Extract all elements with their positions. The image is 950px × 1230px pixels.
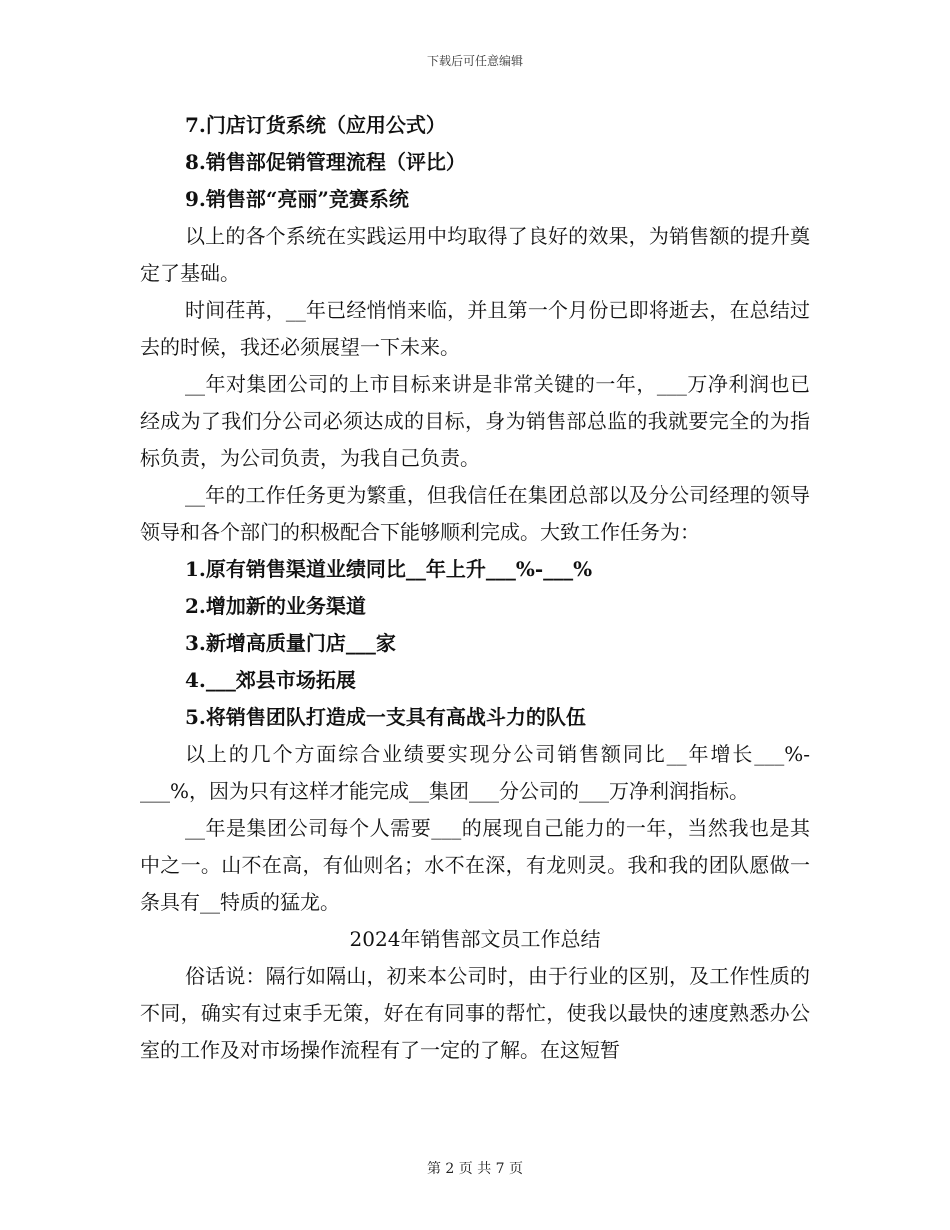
task-item-4: 4.___郊县市场拓展: [185, 668, 356, 692]
paragraph: __年对集团公司的上市目标来讲是非常关键的一年，___万净利润也已经成为了我们分公司必须达成的目标，身为销售部总监的我就要完全的为指标负责，为公司负责，为我自己负责。: [140, 372, 810, 470]
task-item-1: 1.原有销售渠道业绩同比__年上升___%-___%: [185, 557, 593, 581]
list-item-7: 7.门店订货系统（应用公式）: [185, 113, 446, 137]
section-title: 2024年销售部文员工作总结: [349, 927, 601, 951]
paragraph: __年是集团公司每个人需要___的展现自己能力的一年，当然我也是其中之一。山不在高，有仙则名；水不在深，有龙则灵。我和我的团队愿做一条具有__特质的猛龙。: [140, 816, 810, 914]
list-item-8: 8.销售部促销管理流程（评比）: [185, 150, 466, 174]
page-header: 下载后可任意编辑: [426, 54, 523, 68]
paragraph: 以上的几个方面综合业绩要实现分公司销售额同比__年增长___%-___%，因为只有这样才能完成__集团___分公司的___万净利润指标。: [140, 742, 810, 803]
page-footer: 第 2 页 共 7 页: [426, 1161, 524, 1177]
task-item-3: 3.新增高质量门店___家: [185, 631, 396, 655]
task-item-2: 2.增加新的业务渠道: [185, 594, 366, 618]
task-item-5: 5.将销售团队打造成一支具有高战斗力的队伍: [185, 705, 586, 729]
paragraph: __年的工作任务更为繁重，但我信任在集团总部以及分公司经理的领导领导和各个部门的积极配合下能够顺利完成。大致工作任务为：: [140, 483, 810, 544]
paragraph: 俗话说：隔行如隔山，初来本公司时，由于行业的区别，及工作性质的不同，确实有过束手无策，好在有同事的帮忙，使我以最快的速度熟悉办公室的工作及对市场操作流程有了一定的了解。在这短暂: [140, 964, 810, 1062]
paragraph: 以上的各个系统在实践运用中均取得了良好的效果，为销售额的提升奠定了基础。: [140, 224, 810, 285]
paragraph: 时间荏苒，__年已经悄悄来临，并且第一个月份已即将逝去，在总结过去的时候，我还必须展望一下未来。: [140, 298, 810, 359]
list-item-9: 9.销售部“亮丽”竞赛系统: [185, 187, 409, 211]
document-body: [140, 107, 810, 1069]
